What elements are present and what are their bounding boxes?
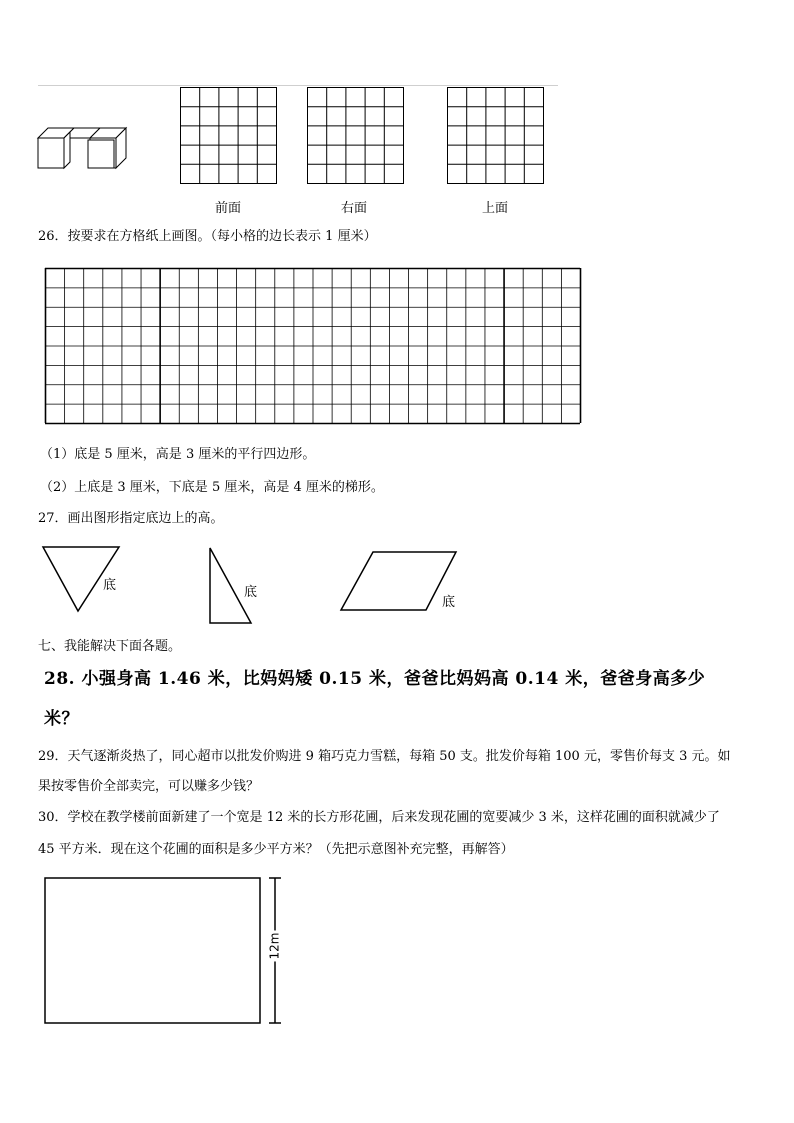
view-label-top: 上面 — [482, 201, 509, 216]
graph-paper-grid[interactable] — [45, 268, 581, 424]
q30-line-2: 45 平方米．现在这个花圃的面积是多少平方米？（先把示意图补充完整，再解答） — [38, 842, 514, 857]
triangle-base-label: 底 — [103, 578, 117, 593]
q26-item-1: （1）底是 5 厘米，高是 3 厘米的平行四边形。 — [40, 447, 316, 462]
flower-bed-rectangle[interactable] — [44, 876, 284, 1026]
top-divider — [38, 85, 558, 86]
section-7-title: 七、我能解决下面各题。 — [38, 639, 182, 654]
q27-title: 27．画出图形指定底边上的高。 — [38, 511, 224, 526]
q28-line-1: 28. 小强身高 1.46 米，比妈妈矮 0.15 米，爸爸比妈妈高 0.14 米，爸爸身高多少 — [44, 669, 706, 689]
q29-line-1: 29．天气逐渐炎热了，同心超市以批发价购进 9 箱巧克力雪糕，每箱 50 支。批发价每箱 100 元，零售价每支 3 元。如 — [38, 749, 731, 764]
grid-top — [447, 87, 545, 185]
q30-line-1: 30．学校在教学楼前面新建了一个宽是 12 米的长方形花圃，后来发现花圃的宽要减少 3 米，这样花圃的面积就减少了 — [38, 810, 720, 825]
grid-front — [180, 87, 278, 185]
width-dimension-label: 12m — [267, 932, 282, 960]
view-label-front: 前面 — [215, 201, 242, 216]
q29-line-2: 果按零售价全部卖完，可以赚多少钱？ — [38, 779, 260, 794]
q26-item-2: （2）上底是 3 厘米，下底是 5 厘米，高是 4 厘米的梯形。 — [40, 480, 384, 495]
cube-figure — [36, 122, 136, 172]
view-label-right: 右面 — [341, 201, 368, 216]
parallelogram-base-label: 底 — [442, 595, 456, 610]
grid-right — [307, 87, 405, 185]
q26-title: 26．按要求在方格纸上画图。（每小格的边长表示 1 厘米） — [38, 229, 377, 244]
q28-line-2: 米？ — [44, 709, 79, 729]
right-triangle-base-label: 底 — [244, 585, 258, 600]
